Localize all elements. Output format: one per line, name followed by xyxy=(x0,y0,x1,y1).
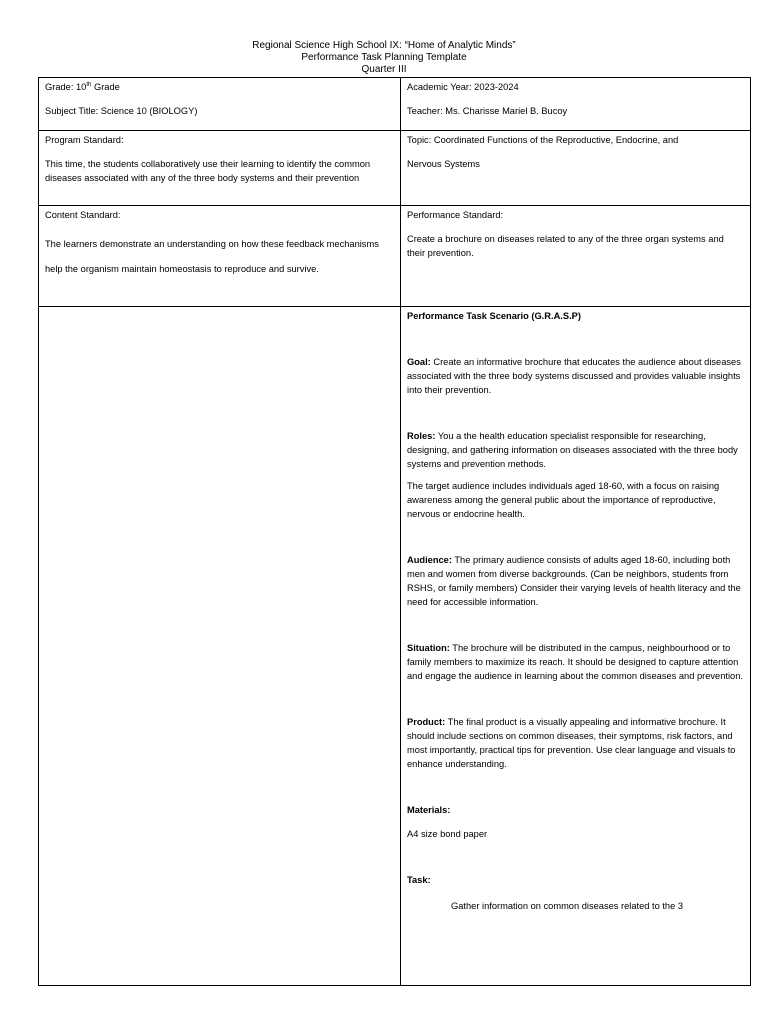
audience-text: The primary audience consists of adults aged 18-60, including both men and women from diverse backgrounds. (Can be neighbors, students from RSHS, or family members) Consider their varying levels of health literacy and the need for accessible information. xyxy=(407,555,741,607)
audience-paragraph xyxy=(407,553,744,609)
grade-line: Grade: 10th Grade xyxy=(45,81,120,92)
performance-standard-cell xyxy=(401,206,751,307)
empty-left-cell xyxy=(39,307,401,986)
task-label: Task: xyxy=(407,875,431,885)
planning-table xyxy=(38,77,751,986)
performance-standard-label: Performance Standard: xyxy=(407,210,504,220)
product-paragraph xyxy=(407,715,744,771)
template-title: Performance Task Planning Template xyxy=(301,52,467,63)
target-audience-paragraph: The target audience includes individuals aged 18-60, with a focus on raising awareness among the general public about the importance of reproductive, nervous or endocrine health. xyxy=(407,481,720,519)
performance-standard-text: Create a brochure on diseases related to any of the three organ systems and their prevention. xyxy=(407,234,724,258)
content-standard-label: Content Standard: xyxy=(45,210,121,220)
school-title: Regional Science High School IX: “Home of Analytic Minds” xyxy=(252,40,516,51)
product-text: The final product is a visually appealing and informative brochure. It should include sections on common diseases, their symptoms, risk factors, and most importantly, practical tips for prevention. Use clear language and visuals to enhance understanding. xyxy=(407,717,736,769)
document-header xyxy=(0,40,768,76)
roles-text: You a the health education specialist responsible for researching, designing, and gathering information on diseases associated with the three body systems and prevention methods. xyxy=(407,431,738,469)
content-standard-cell xyxy=(39,206,401,307)
checkbox-bullet-icon xyxy=(431,899,451,913)
situation-paragraph xyxy=(407,641,744,683)
task-list-item xyxy=(407,899,744,913)
program-standard-label: Program Standard: xyxy=(45,135,124,145)
teacher-name: Teacher: Ms. Charisse Mariel B. Bucoy xyxy=(407,106,568,116)
topic-line-1: Topic: Coordinated Functions of the Reproductive, Endocrine, and xyxy=(407,135,679,145)
product-label: Product: xyxy=(407,717,446,727)
task-item-text: Gather information on common diseases related to the 3 xyxy=(451,901,684,911)
roles-label: Roles: xyxy=(407,431,436,441)
materials-label: Materials: xyxy=(407,805,451,815)
program-standard-cell xyxy=(39,131,401,206)
topic-cell xyxy=(401,131,751,206)
program-standard-text: This time, the students collaboratively use their learning to identify the common diseases associated with any of the three body systems and their prevention xyxy=(45,159,371,183)
year-teacher-cell xyxy=(401,78,751,131)
subject-title: Subject Title: Science 10 (BIOLOGY) xyxy=(45,106,198,116)
materials-text: A4 size bond paper xyxy=(407,829,488,839)
audience-label: Audience: xyxy=(407,555,452,565)
scenario-cell xyxy=(401,307,751,986)
situation-label: Situation: xyxy=(407,643,450,653)
situation-text: The brochure will be distributed in the campus, neighbourhood or to family members to maximize its reach. It should be designed to capture attention and engage the audience in learning about the common diseases and prevention. xyxy=(407,643,743,681)
goal-text: Create an informative brochure that educates the audience about diseases associated with the three body systems discussed and provides valuable insights into their prevention. xyxy=(407,357,741,395)
goal-paragraph xyxy=(407,355,744,397)
goal-label: Goal: xyxy=(407,357,431,367)
topic-line-2: Nervous Systems xyxy=(407,159,480,169)
academic-year: Academic Year: 2023-2024 xyxy=(407,82,519,92)
roles-paragraph xyxy=(407,429,744,471)
scenario-title: Performance Task Scenario (G.R.A.S.P) xyxy=(407,311,581,321)
grade-subject-cell xyxy=(39,78,401,131)
content-standard-text: The learners demonstrate an understanding on how these feedback mechanisms help the organism maintain homeostasis to reproduce and survive. xyxy=(45,239,379,274)
quarter-label: Quarter III xyxy=(361,64,407,75)
